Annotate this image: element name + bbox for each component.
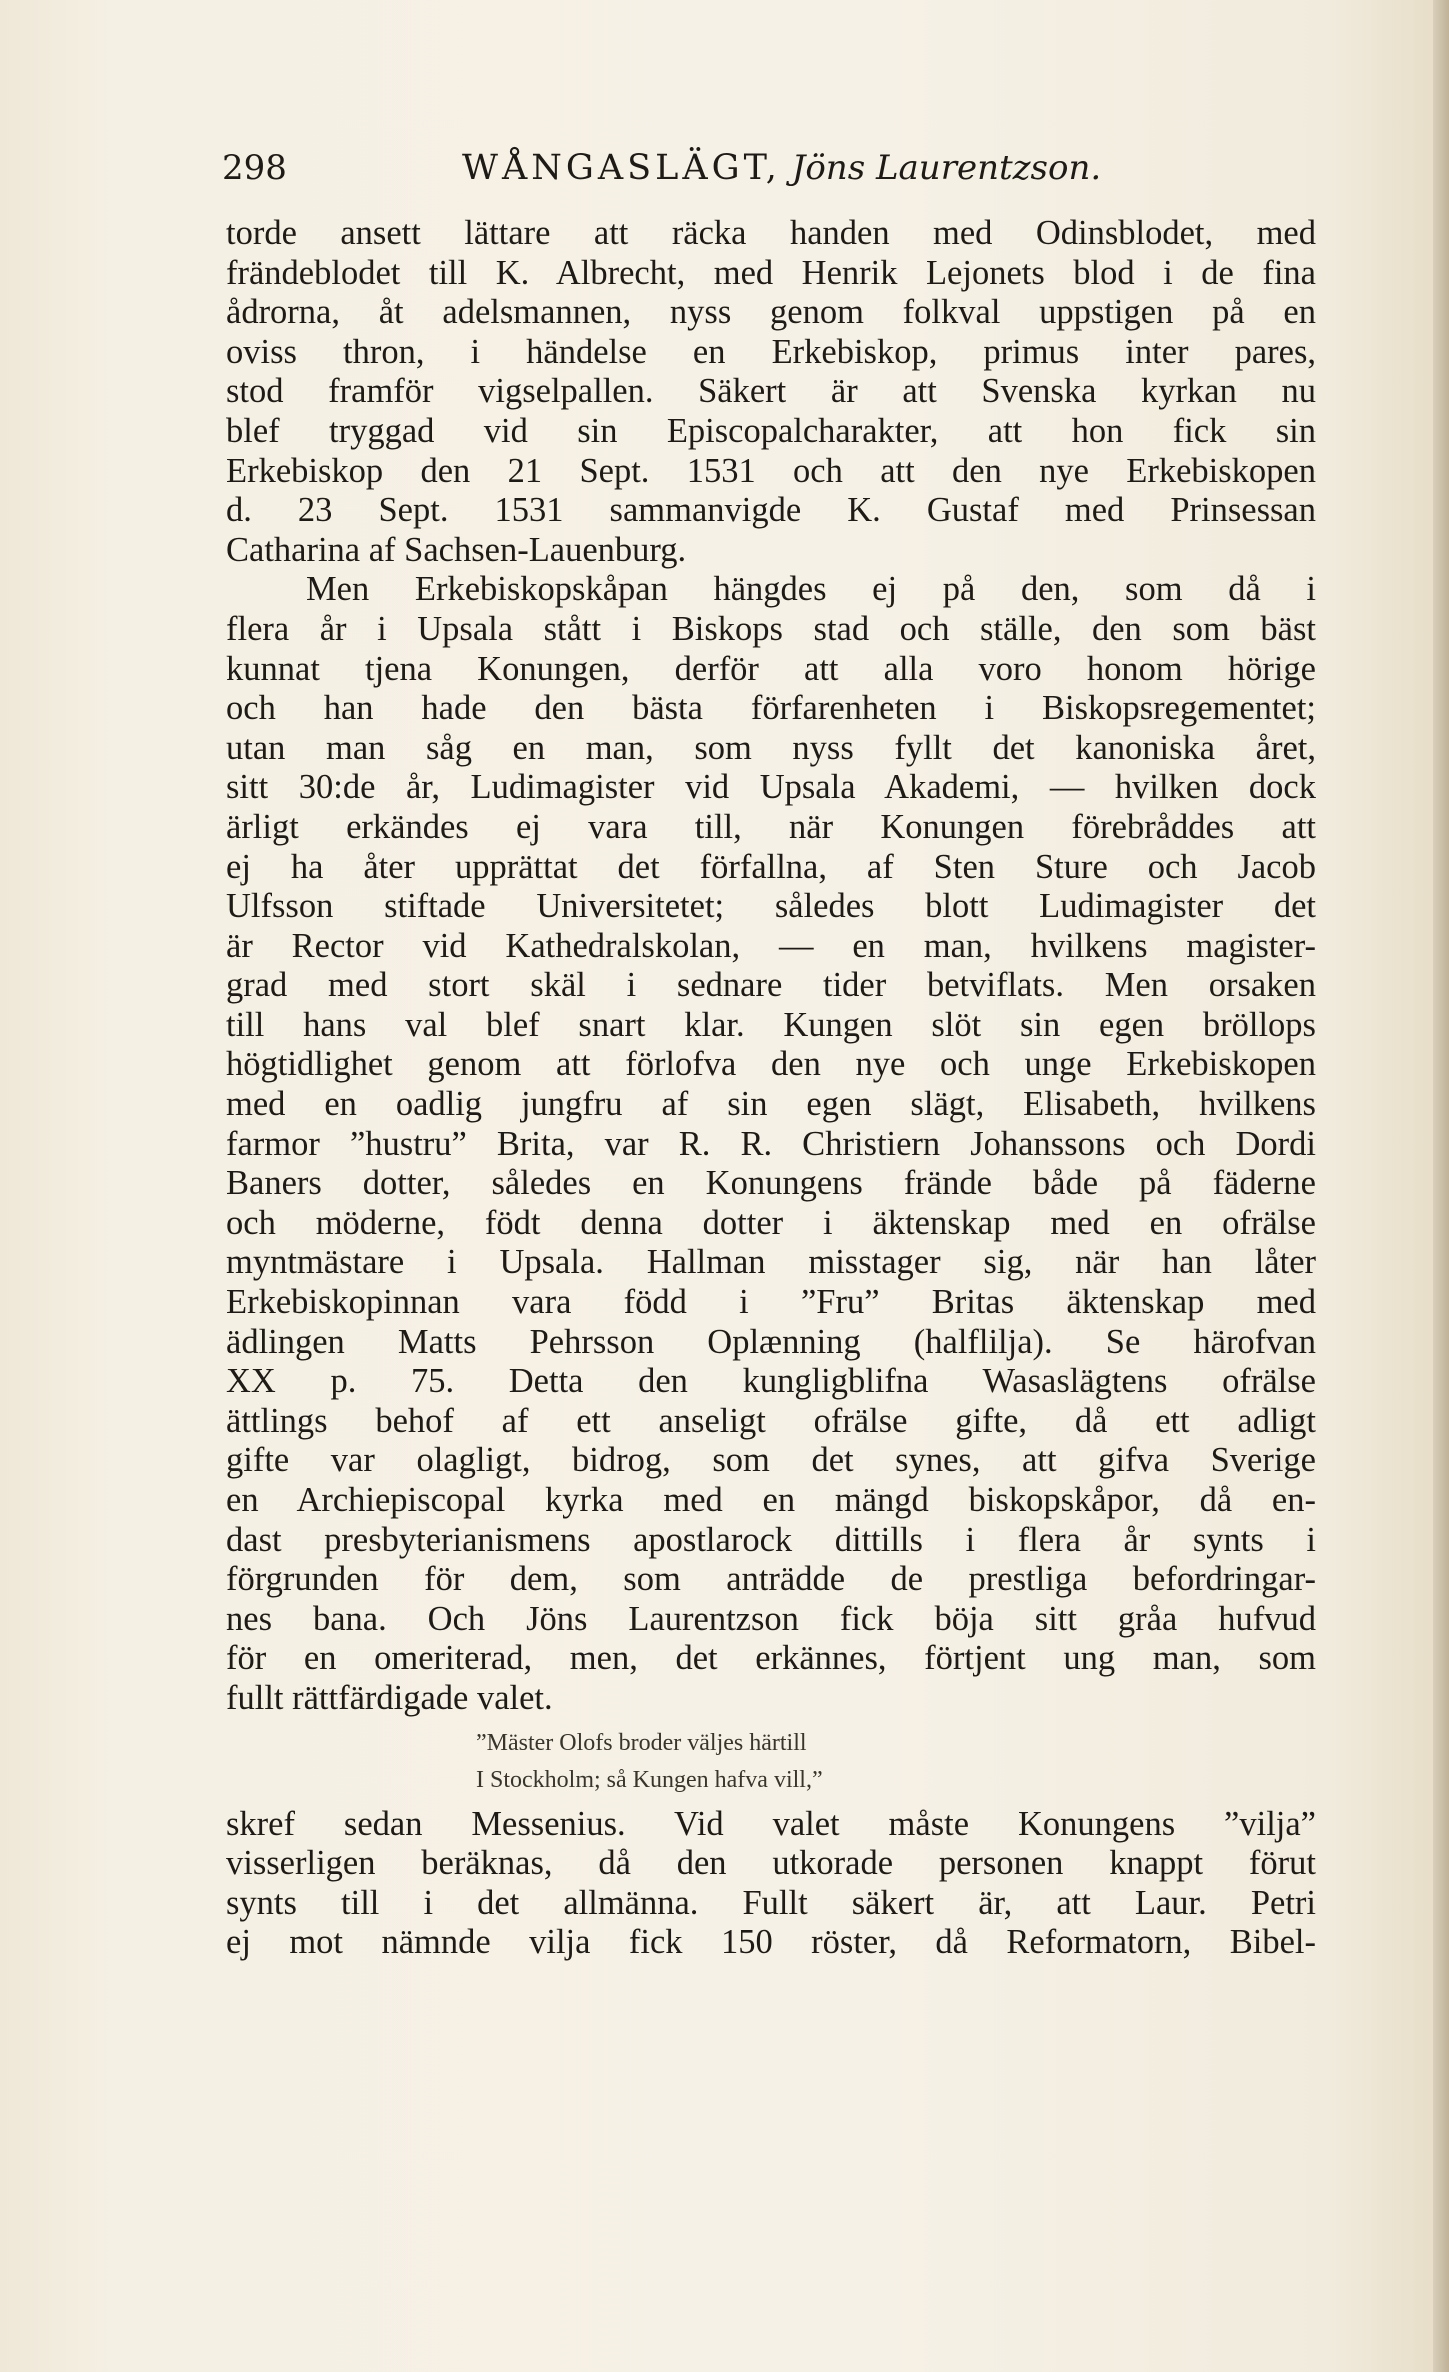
text-line: ättlings behof af ett anseligt ofrälse gifte, då ett adligt	[226, 1401, 1316, 1440]
text-line: Erkebiskop den 21 Sept. 1531 och att den nye Erkebiskopen	[226, 451, 1316, 490]
text-line: för en omeriterad, men, det erkännes, förtjent ung man, som	[226, 1639, 1316, 1678]
text-line: Baners dotter, således en Konungens frände både på fäderne	[226, 1164, 1316, 1203]
text-line: kunnat tjena Konungen, derför att alla voro honom hörige	[226, 649, 1316, 688]
verse-line: ”Mäster Olofs broder väljes härtill	[476, 1729, 807, 1756]
page-edge	[1433, 0, 1449, 2372]
text-line: flera år i Upsala stått i Biskops stad och ställe, den som bäst	[226, 609, 1316, 648]
text-line: ådrorna, åt adelsmannen, nyss genom folkval uppstigen på en	[226, 293, 1316, 332]
text-line: och han hade den bästa förfarenheten i Biskopsregementet;	[226, 689, 1316, 728]
text-line: utan man såg en man, som nyss fyllt det kanoniska året,	[226, 728, 1316, 767]
text-line: en Archiepiscopal kyrka med en mängd biskopskåpor, då en-	[226, 1481, 1316, 1519]
text-line: grad med stort skäl i sednare tider betviflats. Men orsaken	[226, 966, 1316, 1005]
text-line: blef tryggad vid sin Episcopalcharakter, att hon fick sin	[226, 411, 1316, 450]
text-line: till hans val blef snart klar. Kungen slöt sin egen bröllops	[226, 1005, 1316, 1044]
text-line: dast presbyterianismens apostlarock dittills i flera år synts i	[226, 1520, 1316, 1559]
text-line: Catharina af Sachsen-Lauenburg.	[226, 530, 687, 569]
paragraph-start-line: Men Erkebiskopskåpan hängdes ej på den, som då i	[306, 570, 1316, 609]
text-line: ädlingen Matts Pehrsson Oplænning (halflilja). Se härofvan	[226, 1322, 1316, 1361]
text-line: XX p. 75. Detta den kungligblifna Wasaslägtens ofrälse	[226, 1362, 1316, 1401]
running-head	[462, 144, 1101, 192]
text-line: ej ha åter upprättat det förfallna, af Sten Sture och Jacob	[226, 847, 1316, 886]
text-line: nes bana. Och Jöns Laurentzson fick böja sitt gråa hufvud	[226, 1599, 1316, 1638]
running-head-family: WÅNGASLÄGT,	[462, 148, 781, 188]
text-line: d. 23 Sept. 1531 sammanvigde K. Gustaf med Prinsessan	[226, 491, 1316, 530]
text-line: Erkebiskopinnan vara född i ”Fru” Britas äktenskap med	[226, 1283, 1316, 1322]
text-line: och möderne, födt denna dotter i äktenskap med en ofrälse	[226, 1203, 1316, 1242]
text-line: stod framför vigselpallen. Säkert är att Svenska kyrkan nu	[226, 372, 1316, 411]
text-line: fullt rättfärdigade valet.	[226, 1678, 553, 1717]
text-line: är Rector vid Kathedralskolan, — en man, hvilkens magister-	[226, 926, 1316, 965]
text-line: synts till i det allmänna. Fullt säkert är, att Laur. Petri	[226, 1883, 1316, 1922]
text-line: skref sedan Messenius. Vid valet måste Konungens ”vilja”	[226, 1804, 1316, 1843]
verse-line: I Stockholm; så Kungen hafva vill,”	[476, 1766, 823, 1793]
text-line: gifte var olagligt, bidrog, som det synes, att gifva Sverige	[226, 1441, 1316, 1480]
text-line: farmor ”hustru” Brita, var R. R. Christiern Johanssons och Dordi	[226, 1124, 1316, 1163]
text-line: frändeblodet till K. Albrecht, med Henrik Lejonets blod i de fina	[226, 253, 1316, 292]
text-line: högtidlighet genom att förlofva den nye och unge Erkebiskopen	[226, 1045, 1316, 1084]
text-line: Ulfsson stiftade Universitetet; således blott Ludimagister det	[226, 887, 1316, 926]
text-line: sitt 30:de år, Ludimagister vid Upsala Akademi, — hvilken dock	[226, 768, 1316, 807]
page-header	[222, 144, 1312, 192]
text-line: ärligt erkändes ej vara till, när Konungen förebråddes att	[226, 807, 1316, 846]
text-line: förgrunden för dem, som anträdde de prestliga befordringar-	[226, 1560, 1316, 1599]
text-line: torde ansett lättare att räcka handen med Odinsblodet, med	[226, 214, 1316, 252]
text-line: visserligen beräknas, då den utkorade personen knappt förut	[226, 1844, 1316, 1883]
body-text	[226, 214, 1316, 1963]
text-line: med en oadlig jungfru af sin egen slägt, Elisabeth, hvilkens	[226, 1085, 1316, 1124]
page-number: 298	[222, 148, 287, 188]
text-line: oviss thron, i händelse en Erkebiskop, primus inter pares,	[226, 332, 1316, 371]
running-head-person: Jöns Laurentzson.	[791, 148, 1102, 188]
text-line: myntmästare i Upsala. Hallman misstager sig, när han låter	[226, 1243, 1316, 1282]
text-line: ej mot nämnde vilja fick 150 röster, då Reformatorn, Bibel-	[226, 1923, 1316, 1962]
